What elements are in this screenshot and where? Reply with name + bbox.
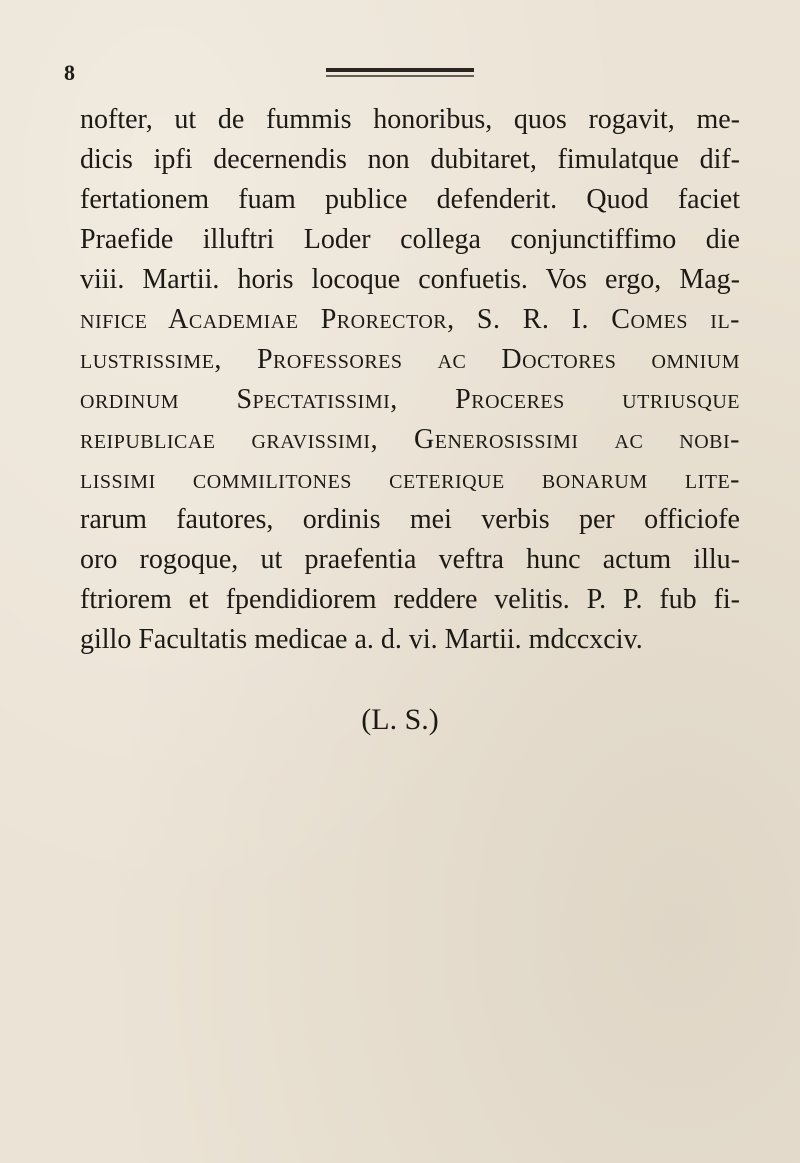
text-line-9: reipublicae gravissimi, Generosissimi ac nobi-: [80, 424, 740, 455]
text-line-3: fertationem fuam publice defenderit. Quod faciet: [80, 184, 740, 215]
text-line-8: ordinum Spectatissimi, Proceres utriusque: [80, 384, 740, 415]
text-line-2: dicis ipfi decernendis non dubitaret, fimulatque dif-: [80, 144, 740, 175]
text-line-7: lustrissime, Professores ac Doctores omnium: [80, 344, 740, 375]
seal-mark: (L. S.): [361, 703, 439, 736]
text-line-1: nofter, ut de fummis honoribus, quos rogavit, me-: [80, 104, 740, 135]
text-line-14: gillo Facultatis medicae a. d. vi. Martii. mdccxciv.: [80, 624, 643, 655]
header-rule: [326, 68, 474, 72]
page-number: 8: [64, 60, 75, 85]
text-line-6: nifice Academiae Prorector, S. R. I. Comes il-: [80, 304, 740, 335]
text-line-11: rarum fautores, ordinis mei verbis per officiofe: [80, 504, 740, 535]
header-rule-thin: [326, 75, 474, 77]
text-line-5: viii. Martii. horis locoque confuetis. Vos ergo, Mag-: [80, 264, 740, 295]
body-text: [80, 100, 740, 660]
text-line-13: ftriorem et fpendidiorem reddere velitis. P. P. fub fi-: [80, 584, 740, 615]
text-line-4: Praefide illuftri Loder collega conjunctiffimo die: [80, 224, 740, 255]
text-line-12: oro rogoque, ut praefentia veftra hunc actum illu-: [80, 544, 740, 575]
text-line-10: lissimi commilitones ceterique bonarum lite-: [80, 464, 740, 495]
